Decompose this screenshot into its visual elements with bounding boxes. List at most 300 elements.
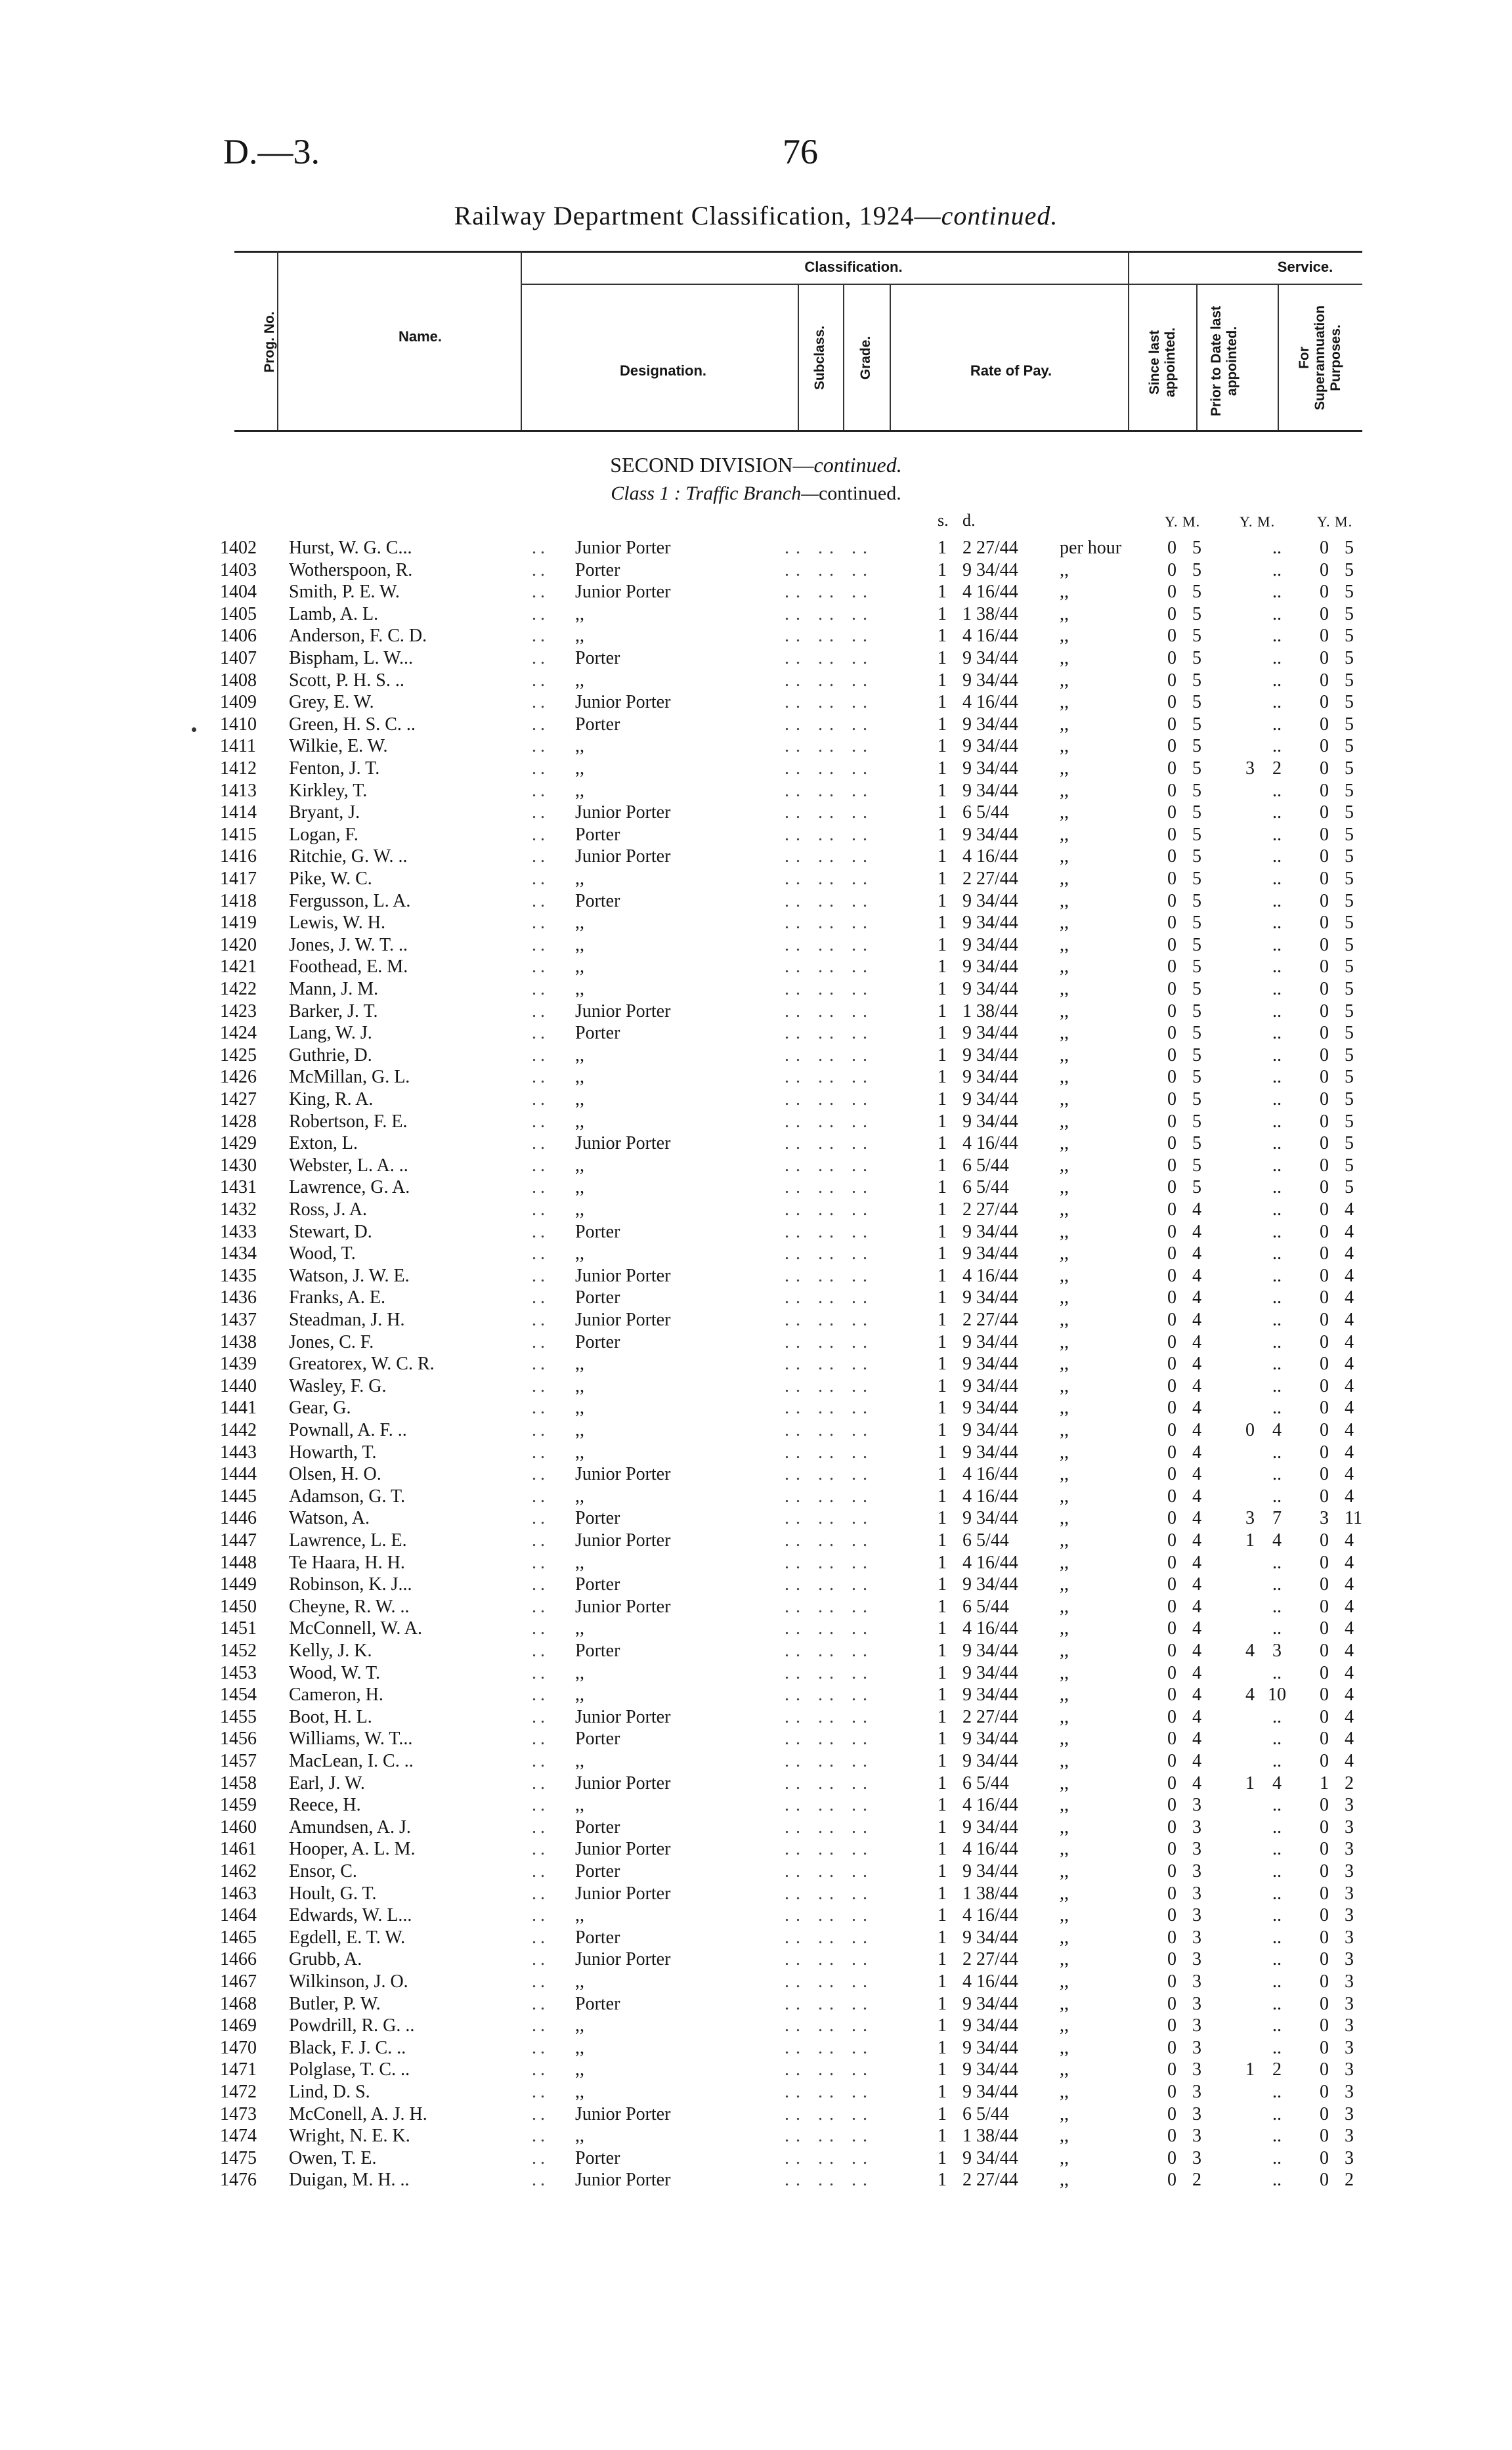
- super-months: 4: [1345, 1287, 1354, 1308]
- leader-dots: .. .. ..: [785, 2126, 874, 2147]
- super-months: 3: [1345, 2082, 1354, 2102]
- pay-shillings: 1: [938, 1133, 947, 1154]
- prior-months: ..: [1272, 1949, 1282, 1970]
- super-years: 0: [1320, 1949, 1329, 1970]
- divider-classification: [1128, 251, 1129, 430]
- prog-no: 1441: [220, 1398, 257, 1419]
- table-row: [0, 735, 1512, 758]
- super-years: 0: [1320, 1971, 1329, 1992]
- leader-dots: ..: [532, 1751, 549, 1771]
- pay-pence: 9 34/44: [962, 1816, 1018, 1838]
- since-months: 5: [1192, 890, 1201, 911]
- designation: ,,: [575, 1420, 584, 1440]
- super-years: 0: [1320, 1067, 1329, 1088]
- leader-dots: .. .. ..: [785, 1685, 874, 1706]
- employee-name: Ross, J. A.: [289, 1199, 368, 1220]
- table-row: [0, 1794, 1512, 1816]
- leader-dots: ..: [532, 1464, 549, 1485]
- super-months: 4: [1345, 1199, 1354, 1220]
- prog-no: 1405: [220, 603, 257, 624]
- prog-no: 1473: [220, 2103, 257, 2124]
- designation: Porter: [575, 648, 620, 668]
- since-years: 0: [1167, 1685, 1177, 1706]
- super-months: 5: [1345, 692, 1354, 713]
- pay-unit: ,,: [1060, 1729, 1069, 1750]
- since-months: 5: [1192, 913, 1201, 934]
- pay-shillings: 1: [938, 692, 947, 713]
- super-years: 3: [1320, 1508, 1329, 1529]
- pay-pence: 9 34/44: [962, 2082, 1018, 2102]
- pay-unit: ,,: [1060, 2103, 1069, 2124]
- leader-dots: ..: [532, 1000, 549, 1021]
- pay-unit: ,,: [1060, 736, 1069, 757]
- designation: Junior Porter: [575, 1000, 671, 1021]
- pay-shillings: 1: [938, 1464, 947, 1485]
- super-months: 4: [1345, 1751, 1354, 1771]
- since-months: 5: [1192, 1000, 1201, 1021]
- pay-shillings: 1: [938, 603, 947, 624]
- super-months: 5: [1345, 559, 1354, 580]
- pay-unit: ,,: [1060, 1111, 1069, 1132]
- prog-no: 1454: [220, 1685, 257, 1706]
- prog-no: 1416: [220, 846, 257, 867]
- pay-unit: ,,: [1060, 1067, 1069, 1088]
- designation: Porter: [575, 1861, 620, 1881]
- since-months: 5: [1192, 1111, 1201, 1132]
- pay-pence: 9 34/44: [962, 1685, 1018, 1706]
- prog-no: 1426: [220, 1067, 257, 1088]
- pay-shillings: 1: [938, 1089, 947, 1109]
- super-months: 5: [1345, 538, 1354, 558]
- employee-name: Logan, F.: [289, 824, 358, 845]
- super-months: 3: [1345, 2126, 1354, 2147]
- super-months: 4: [1345, 1310, 1354, 1330]
- prog-no: 1434: [220, 1243, 257, 1264]
- super-years: 0: [1320, 1375, 1329, 1396]
- pay-pence: 4 16/44: [962, 1133, 1018, 1154]
- designation: Porter: [575, 1641, 620, 1661]
- leader-dots: .. .. ..: [785, 1221, 874, 1242]
- pay-pence: 4 16/44: [962, 1464, 1018, 1485]
- super-years: 0: [1320, 1905, 1329, 1926]
- designation: ,,: [575, 626, 584, 647]
- prior-months: ..: [1272, 2170, 1282, 2191]
- since-years: 0: [1167, 1000, 1177, 1021]
- since-years: 0: [1167, 1530, 1177, 1551]
- since-years: 0: [1167, 1662, 1177, 1683]
- since-months: 4: [1192, 1751, 1201, 1771]
- super-months: 5: [1345, 603, 1354, 624]
- super-years: 0: [1320, 1243, 1329, 1264]
- leader-dots: ..: [532, 1905, 549, 1926]
- employee-name: Wood, T.: [289, 1243, 356, 1264]
- since-years: 0: [1167, 1552, 1177, 1573]
- pay-pence: 9 34/44: [962, 670, 1018, 691]
- leader-dots: ..: [532, 913, 549, 934]
- header-subdivider: [521, 284, 1362, 285]
- pay-pence: 4 16/44: [962, 626, 1018, 647]
- employee-name: Wasley, F. G.: [289, 1375, 387, 1396]
- pay-unit: ,,: [1060, 2126, 1069, 2147]
- leader-dots: .. .. ..: [785, 1861, 874, 1881]
- since-months: 4: [1192, 1331, 1201, 1352]
- since-months: 5: [1192, 603, 1201, 624]
- since-years: 0: [1167, 1883, 1177, 1904]
- pay-shillings: 1: [938, 913, 947, 934]
- leader-dots: ..: [532, 1949, 549, 1970]
- prior-months: ..: [1272, 736, 1282, 757]
- leader-dots: ..: [532, 1354, 549, 1375]
- table-row: [0, 1507, 1512, 1530]
- prog-no: 1425: [220, 1044, 257, 1065]
- since-months: 5: [1192, 758, 1201, 779]
- designation: Porter: [575, 714, 620, 735]
- prog-no: 1475: [220, 2147, 257, 2168]
- leader-dots: ..: [532, 956, 549, 978]
- since-years: 0: [1167, 1927, 1177, 1948]
- header-grade: Grade.: [858, 335, 873, 380]
- super-years: 0: [1320, 869, 1329, 889]
- pay-shillings: 1: [938, 2126, 947, 2147]
- prior-months: ..: [1272, 1662, 1282, 1683]
- super-months: 4: [1345, 1574, 1354, 1595]
- pay-pence: 9 34/44: [962, 1111, 1018, 1132]
- pay-shillings: 1: [938, 1265, 947, 1286]
- super-months: 3: [1345, 1861, 1354, 1881]
- pay-pence: 9 34/44: [962, 1729, 1018, 1750]
- leader-dots: .. .. ..: [785, 1133, 874, 1154]
- class-label: Class 1 : Traffic Branch—: [611, 483, 819, 504]
- pay-unit: ,,: [1060, 714, 1069, 735]
- pay-pence: 9 34/44: [962, 648, 1018, 668]
- since-months: 5: [1192, 979, 1201, 999]
- employee-name: Mann, J. M.: [289, 979, 379, 999]
- leader-dots: ..: [532, 1706, 549, 1727]
- table-row: [0, 2059, 1512, 2081]
- prior-months: 3: [1272, 1641, 1282, 1661]
- leader-dots: ..: [532, 736, 549, 757]
- pay-shillings: 1: [938, 2103, 947, 2124]
- super-years: 0: [1320, 1464, 1329, 1485]
- super-months: 5: [1345, 1044, 1354, 1065]
- employee-name: Anderson, F. C. D.: [289, 626, 427, 647]
- pay-pence: 9 34/44: [962, 956, 1018, 978]
- prior-years: 4: [1245, 1641, 1255, 1661]
- pay-shillings: 1: [938, 582, 947, 603]
- pay-unit: ,,: [1060, 824, 1069, 845]
- designation: Porter: [575, 1574, 620, 1595]
- prog-no: 1421: [220, 956, 257, 978]
- unit-pence: d.: [962, 511, 976, 530]
- pay-unit: ,,: [1060, 1552, 1069, 1573]
- super-months: 5: [1345, 1067, 1354, 1088]
- pay-shillings: 1: [938, 802, 947, 823]
- pay-pence: 4 16/44: [962, 692, 1018, 713]
- designation: Porter: [575, 824, 620, 845]
- super-years: 0: [1320, 1486, 1329, 1507]
- since-months: 4: [1192, 1552, 1201, 1573]
- super-years: 0: [1320, 1861, 1329, 1881]
- leader-dots: .. .. ..: [785, 1662, 874, 1683]
- table-row: [0, 1442, 1512, 1464]
- leader-dots: .. .. ..: [785, 890, 874, 911]
- super-years: 0: [1320, 1287, 1329, 1308]
- prog-no: 1470: [220, 2037, 257, 2058]
- since-years: 0: [1167, 692, 1177, 713]
- employee-name: Bispham, L. W...: [289, 648, 414, 668]
- super-years: 0: [1320, 1530, 1329, 1551]
- designation: ,,: [575, 1044, 584, 1065]
- unit-ym-since: Y. M.: [1165, 513, 1201, 530]
- leader-dots: .. .. ..: [785, 913, 874, 934]
- designation: ,,: [575, 1354, 584, 1375]
- since-years: 0: [1167, 626, 1177, 647]
- leader-dots: ..: [532, 934, 549, 955]
- prior-months: ..: [1272, 824, 1282, 845]
- prior-years: 1: [1245, 1773, 1255, 1794]
- super-years: 0: [1320, 559, 1329, 580]
- employee-name: Te Haara, H. H.: [289, 1552, 405, 1573]
- table-row: [0, 1176, 1512, 1199]
- leader-dots: ..: [532, 1574, 549, 1595]
- since-months: 3: [1192, 1993, 1201, 2014]
- prog-no: 1424: [220, 1023, 257, 1044]
- since-months: 3: [1192, 1971, 1201, 1992]
- division-continued: continued.: [813, 453, 902, 477]
- since-months: 2: [1192, 2170, 1201, 2191]
- since-years: 0: [1167, 1044, 1177, 1065]
- employee-name: Lang, W. J.: [289, 1023, 372, 1044]
- leader-dots: .. .. ..: [785, 1177, 874, 1198]
- since-years: 0: [1167, 1089, 1177, 1109]
- since-months: 4: [1192, 1662, 1201, 1683]
- leader-dots: .. .. ..: [785, 1265, 874, 1286]
- employee-name: Robertson, F. E.: [289, 1111, 408, 1132]
- super-months: 4: [1345, 1729, 1354, 1750]
- prior-years: 4: [1245, 1685, 1255, 1706]
- table-row: [0, 670, 1512, 692]
- leader-dots: .. .. ..: [785, 1795, 874, 1816]
- pay-pence: 9 34/44: [962, 890, 1018, 911]
- header-service: Service.: [1277, 259, 1333, 275]
- since-years: 0: [1167, 1398, 1177, 1419]
- pay-pence: 2 27/44: [962, 1199, 1018, 1220]
- leader-dots: .. .. ..: [785, 1596, 874, 1617]
- super-months: 5: [1345, 1155, 1354, 1176]
- leader-dots: ..: [532, 1685, 549, 1706]
- prior-months: ..: [1272, 1398, 1282, 1419]
- designation: Porter: [575, 1331, 620, 1352]
- pay-unit: ,,: [1060, 1685, 1069, 1706]
- super-years: 0: [1320, 824, 1329, 845]
- prog-no: 1417: [220, 869, 257, 889]
- designation: Junior Porter: [575, 582, 671, 603]
- leader-dots: ..: [532, 1420, 549, 1440]
- super-years: 0: [1320, 780, 1329, 801]
- since-years: 0: [1167, 1816, 1177, 1838]
- title-italic: continued.: [941, 201, 1058, 230]
- designation: ,,: [575, 913, 584, 934]
- super-years: 0: [1320, 1044, 1329, 1065]
- since-years: 0: [1167, 648, 1177, 668]
- employee-name: Wotherspoon, R.: [289, 559, 413, 580]
- designation: Junior Porter: [575, 1596, 671, 1617]
- since-years: 0: [1167, 890, 1177, 911]
- designation: Junior Porter: [575, 692, 671, 713]
- pay-unit: ,,: [1060, 1177, 1069, 1198]
- pay-pence: 9 34/44: [962, 1420, 1018, 1440]
- super-months: 2: [1345, 1773, 1354, 1794]
- header-name: Name.: [398, 328, 443, 345]
- pay-unit: ,,: [1060, 1442, 1069, 1463]
- prior-months: ..: [1272, 1883, 1282, 1904]
- pay-shillings: 1: [938, 1442, 947, 1463]
- table-row: [0, 1971, 1512, 1993]
- pay-pence: 4 16/44: [962, 1552, 1018, 1573]
- prog-no: 1403: [220, 559, 257, 580]
- leader-dots: .. .. ..: [785, 1641, 874, 1661]
- table-row: [0, 1000, 1512, 1023]
- prior-months: ..: [1272, 1574, 1282, 1595]
- pay-pence: 9 34/44: [962, 1508, 1018, 1529]
- super-months: 3: [1345, 1971, 1354, 1992]
- pay-pence: 9 34/44: [962, 1331, 1018, 1352]
- super-months: 11: [1345, 1508, 1362, 1529]
- prior-months: ..: [1272, 1729, 1282, 1750]
- leader-dots: ..: [532, 1839, 549, 1860]
- pay-unit: ,,: [1060, 603, 1069, 624]
- pay-shillings: 1: [938, 2170, 947, 2191]
- since-months: 4: [1192, 1199, 1201, 1220]
- pay-unit: ,,: [1060, 1486, 1069, 1507]
- leader-dots: ..: [532, 1883, 549, 1904]
- since-months: 5: [1192, 934, 1201, 955]
- pay-shillings: 1: [938, 1177, 947, 1198]
- prog-no: 1420: [220, 934, 257, 955]
- pay-shillings: 1: [938, 1243, 947, 1264]
- super-months: 5: [1345, 824, 1354, 845]
- pay-shillings: 1: [938, 890, 947, 911]
- table-row: [0, 2037, 1512, 2059]
- pay-unit: ,,: [1060, 802, 1069, 823]
- pay-pence: 9 34/44: [962, 736, 1018, 757]
- pay-shillings: 1: [938, 2037, 947, 2058]
- since-months: 3: [1192, 1795, 1201, 1816]
- pay-shillings: 1: [938, 648, 947, 668]
- super-months: 3: [1345, 2103, 1354, 2124]
- header-superannuation: For Superannuation Purposes.: [1297, 305, 1343, 410]
- since-years: 0: [1167, 846, 1177, 867]
- leader-dots: .. .. ..: [785, 1883, 874, 1904]
- table-row: [0, 890, 1512, 913]
- prog-no: 1431: [220, 1177, 257, 1198]
- prog-no: 1472: [220, 2082, 257, 2102]
- super-years: 0: [1320, 603, 1329, 624]
- pay-shillings: 1: [938, 1111, 947, 1132]
- table-row: [0, 1662, 1512, 1685]
- prior-months: ..: [1272, 1816, 1282, 1838]
- table-row: [0, 1773, 1512, 1795]
- prior-months: ..: [1272, 2147, 1282, 2168]
- since-years: 0: [1167, 603, 1177, 624]
- designation: Junior Porter: [575, 2170, 671, 2191]
- super-years: 0: [1320, 890, 1329, 911]
- designation: ,,: [575, 1618, 584, 1639]
- leader-dots: .. .. ..: [785, 582, 874, 603]
- pay-unit: ,,: [1060, 1816, 1069, 1838]
- leader-dots: ..: [532, 1398, 549, 1419]
- leader-dots: ..: [532, 1044, 549, 1065]
- prior-months: ..: [1272, 1199, 1282, 1220]
- leader-dots: ..: [532, 1133, 549, 1154]
- employee-name: MacLean, I. C. ..: [289, 1751, 414, 1771]
- prior-months: ..: [1272, 1618, 1282, 1639]
- leader-dots: .. .. ..: [785, 1927, 874, 1948]
- prior-months: ..: [1272, 1133, 1282, 1154]
- leader-dots: .. .. ..: [785, 538, 874, 558]
- prog-no: 1468: [220, 1993, 257, 2014]
- employee-name: Bryant, J.: [289, 802, 360, 823]
- pay-unit: ,,: [1060, 1751, 1069, 1771]
- pay-pence: 9 34/44: [962, 1861, 1018, 1881]
- table-row: [0, 1111, 1512, 1133]
- employee-name: Pike, W. C.: [289, 869, 372, 889]
- designation: ,,: [575, 1971, 584, 1992]
- pay-shillings: 1: [938, 1199, 947, 1220]
- table-row: [0, 1419, 1512, 1442]
- employee-name: Lamb, A. L.: [289, 603, 379, 624]
- leader-dots: .. .. ..: [785, 1508, 874, 1529]
- since-months: 4: [1192, 1442, 1201, 1463]
- prior-months: ..: [1272, 1155, 1282, 1176]
- leader-dots: .. .. ..: [785, 559, 874, 580]
- pay-pence: 9 34/44: [962, 1354, 1018, 1375]
- pay-pence: 9 34/44: [962, 1662, 1018, 1683]
- designation: ,,: [575, 1111, 584, 1132]
- pay-pence: 1 38/44: [962, 2126, 1018, 2147]
- pay-unit: ,,: [1060, 1375, 1069, 1396]
- prior-months: ..: [1272, 913, 1282, 934]
- pay-pence: 6 5/44: [962, 2103, 1009, 2124]
- prior-months: ..: [1272, 1000, 1282, 1021]
- table-row: [0, 2015, 1512, 2037]
- table-row: [0, 1088, 1512, 1111]
- prog-no: 1427: [220, 1089, 257, 1109]
- table-row: [0, 603, 1512, 626]
- pay-pence: 2 27/44: [962, 538, 1018, 558]
- since-years: 0: [1167, 1971, 1177, 1992]
- table-row: [0, 1353, 1512, 1375]
- since-years: 0: [1167, 2103, 1177, 2124]
- prog-no: 1471: [220, 2059, 257, 2080]
- since-months: 5: [1192, 869, 1201, 889]
- designation: ,,: [575, 956, 584, 978]
- pay-unit: ,,: [1060, 559, 1069, 580]
- since-months: 3: [1192, 1839, 1201, 1860]
- employee-name: Lind, D. S.: [289, 2082, 370, 2102]
- since-years: 0: [1167, 1331, 1177, 1352]
- leader-dots: .. .. ..: [785, 1971, 874, 1992]
- leader-dots: ..: [532, 1993, 549, 2014]
- prior-months: ..: [1272, 1927, 1282, 1948]
- prog-no: 1461: [220, 1839, 257, 1860]
- employee-name: Fenton, J. T.: [289, 758, 380, 779]
- super-years: 0: [1320, 1265, 1329, 1286]
- leader-dots: ..: [532, 626, 549, 647]
- super-years: 0: [1320, 626, 1329, 647]
- designation: Junior Porter: [575, 802, 671, 823]
- super-months: 5: [1345, 714, 1354, 735]
